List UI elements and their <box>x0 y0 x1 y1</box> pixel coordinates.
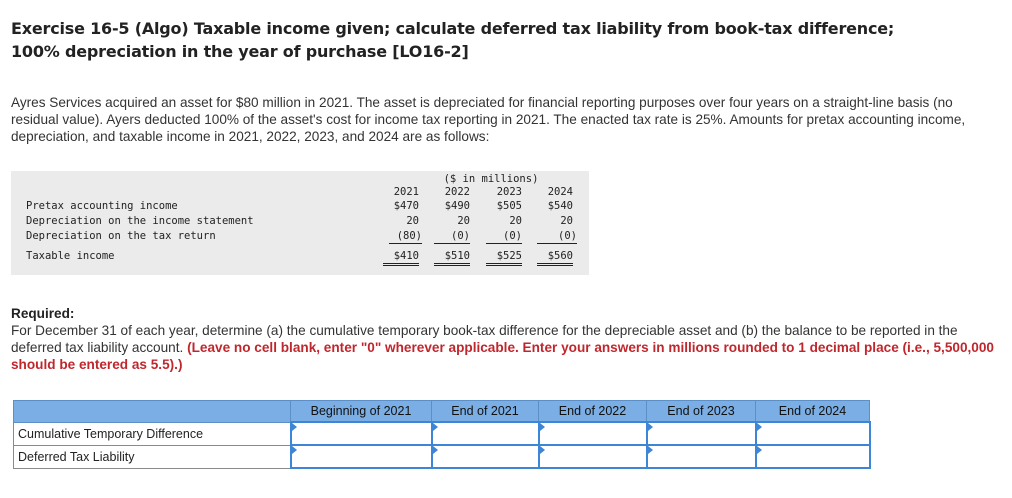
answer-cell <box>756 422 870 445</box>
year-header: 2024 <box>547 186 573 198</box>
column-header: End of 2022 <box>539 401 647 423</box>
year-header: 2023 <box>496 186 522 198</box>
row-label: Taxable income <box>26 250 115 262</box>
year-header: 2021 <box>393 186 419 198</box>
answer-cell <box>539 422 647 445</box>
cumulative-beginning-2021-input[interactable] <box>292 423 431 444</box>
table-cell: $540 <box>547 200 573 212</box>
table-cell: (0) <box>537 230 577 244</box>
table-cell: $560 <box>537 250 573 266</box>
answer-header-row <box>14 401 870 423</box>
table-cell: (0) <box>486 230 522 244</box>
row-label: Depreciation on the income statement <box>26 215 254 227</box>
answer-cell <box>432 445 539 468</box>
table-cell: $510 <box>434 250 470 266</box>
dtl-end-2023-input[interactable] <box>648 446 755 467</box>
answer-cell <box>756 445 870 468</box>
year-header: 2022 <box>444 186 470 198</box>
dtl-end-2022-input[interactable] <box>540 446 646 467</box>
table-cell: (80) <box>389 230 422 244</box>
problem-description: Ayres Services acquired an asset for $80 million in 2021. The asset is depreciated for financial reporting purposes over four years on a straight-line basis (no residual value). Ayers deducted 100% of the asset's cost for income tax reporting in 2021. The enacted tax rate is 25%. Amounts for pretax accounting income, depreciation, and taxable income in 2021, 2022, 2023, and 2024 are as follows: <box>11 95 966 144</box>
answer-cell <box>291 422 432 445</box>
cumulative-end-2024-input[interactable] <box>757 423 869 444</box>
cumulative-end-2023-input[interactable] <box>648 423 755 444</box>
table-cell: $505 <box>496 200 522 212</box>
table-cell: $525 <box>486 250 522 266</box>
answer-cell <box>291 445 432 468</box>
answer-cell <box>647 445 756 468</box>
cumulative-end-2021-input[interactable] <box>433 423 538 444</box>
table-cell: 20 <box>560 215 573 227</box>
answer-row-dtl <box>14 445 870 468</box>
table-cell: 20 <box>406 215 419 227</box>
exercise-title <box>11 17 1001 63</box>
table-cell: (0) <box>434 230 470 244</box>
dtl-end-2024-input[interactable] <box>757 446 869 467</box>
title-line-2: 100% depreciation in the year of purchase [LO16-2] <box>11 42 469 61</box>
table-cell: $410 <box>383 250 419 266</box>
cumulative-end-2022-input[interactable] <box>540 423 646 444</box>
row-label: Depreciation on the tax return <box>26 230 216 242</box>
row-label: Deferred Tax Liability <box>14 445 291 468</box>
answer-cell <box>647 422 756 445</box>
dtl-end-2021-input[interactable] <box>433 446 538 467</box>
row-label: Pretax accounting income <box>26 200 178 212</box>
required-text <box>11 322 1001 373</box>
column-header: End of 2024 <box>756 401 870 423</box>
table-cell: 20 <box>457 215 470 227</box>
required-body: For December 31 of each year, determine (a) the cumulative temporary book-tax difference for the depreciable asset and (b) the balance to be reported in the deferred tax liability account. <box>11 323 958 355</box>
financial-data-table <box>11 171 589 275</box>
column-header: End of 2023 <box>647 401 756 423</box>
row-label: Cumulative Temporary Difference <box>14 422 291 445</box>
column-header: End of 2021 <box>432 401 539 423</box>
table-cell: 20 <box>509 215 522 227</box>
answer-table <box>13 400 871 469</box>
answer-cell <box>539 445 647 468</box>
answer-row-cumulative <box>14 422 870 445</box>
dtl-beginning-2021-input[interactable] <box>292 446 431 467</box>
header-blank <box>14 401 291 423</box>
column-header: Beginning of 2021 <box>291 401 432 423</box>
answer-cell <box>432 422 539 445</box>
table-cell: $490 <box>444 200 470 212</box>
table-cell: $470 <box>393 200 419 212</box>
unit-header: ($ in millions) <box>443 173 539 185</box>
required-instruction: (Leave no cell blank, enter "0" wherever applicable. Enter your answers in millions rounded to 1 decimal place (i.e., 5,500,000 should be entered as 5.5).) <box>11 340 994 372</box>
required-heading: Required: <box>11 306 75 321</box>
title-line-1: Exercise 16-5 (Algo) Taxable income given; calculate deferred tax liability from book-tax difference; <box>11 19 895 38</box>
